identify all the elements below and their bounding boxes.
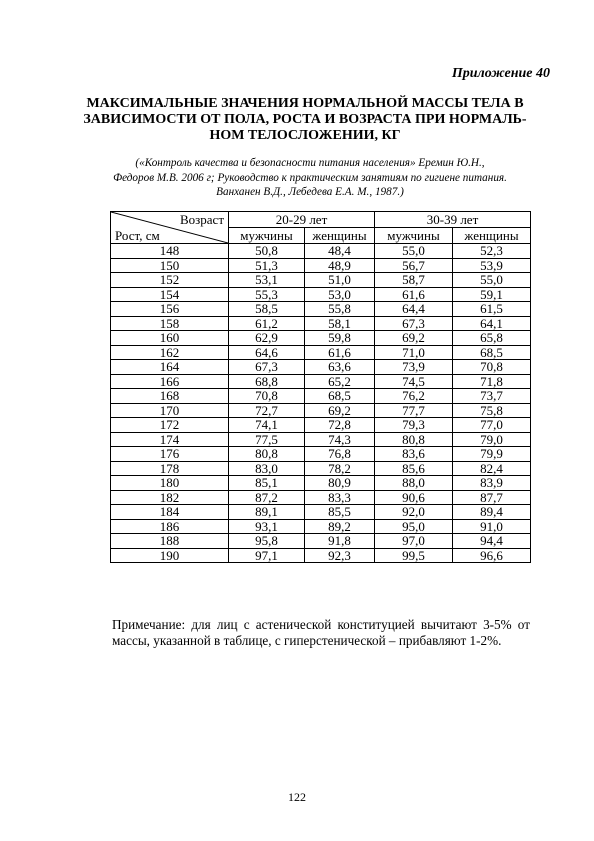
mass-cell: 85,6 (375, 461, 453, 476)
mass-cell: 51,0 (305, 273, 375, 288)
table-row (111, 331, 531, 346)
mass-cell: 83,6 (375, 447, 453, 462)
height-cell: 184 (111, 505, 229, 520)
mass-cell: 61,6 (305, 345, 375, 360)
mass-cell: 63,6 (305, 360, 375, 375)
mass-cell: 97,0 (375, 534, 453, 549)
height-cell: 174 (111, 432, 229, 447)
mass-cell: 91,0 (453, 519, 531, 534)
mass-cell: 92,0 (375, 505, 453, 520)
mass-cell: 64,4 (375, 302, 453, 317)
table-row (111, 519, 531, 534)
mass-cell: 67,3 (229, 360, 305, 375)
mass-cell: 80,9 (305, 476, 375, 491)
subheader-men: мужчины (375, 228, 453, 244)
group-header-20-29: 20-29 лет (229, 212, 375, 228)
mass-cell: 53,0 (305, 287, 375, 302)
mass-cell: 83,9 (453, 476, 531, 491)
header-row-groups (111, 212, 531, 228)
mass-cell: 83,0 (229, 461, 305, 476)
mass-cell: 65,2 (305, 374, 375, 389)
height-cell: 176 (111, 447, 229, 462)
mass-cell: 58,5 (229, 302, 305, 317)
mass-cell: 79,0 (453, 432, 531, 447)
mass-cell: 53,9 (453, 258, 531, 273)
mass-cell: 92,3 (305, 548, 375, 563)
mass-cell: 75,8 (453, 403, 531, 418)
table-row (111, 360, 531, 375)
height-cell: 190 (111, 548, 229, 563)
height-cell: 180 (111, 476, 229, 491)
mass-cell: 85,1 (229, 476, 305, 491)
height-cell: 148 (111, 244, 229, 259)
mass-cell: 94,4 (453, 534, 531, 549)
mass-cell: 55,0 (453, 273, 531, 288)
mass-cell: 87,2 (229, 490, 305, 505)
source-line: Федоров М.В. 2006 г; Руководство к практическим занятиям по гигиене питания. (113, 171, 507, 184)
mass-cell: 72,8 (305, 418, 375, 433)
mass-cell: 79,3 (375, 418, 453, 433)
table-row (111, 548, 531, 563)
mass-cell: 59,8 (305, 331, 375, 346)
mass-cell: 77,0 (453, 418, 531, 433)
height-cell: 154 (111, 287, 229, 302)
mass-cell: 95,0 (375, 519, 453, 534)
table-row (111, 534, 531, 549)
mass-cell: 95,8 (229, 534, 305, 549)
mass-cell: 69,2 (375, 331, 453, 346)
table-row (111, 302, 531, 317)
mass-cell: 67,3 (375, 316, 453, 331)
height-cell: 160 (111, 331, 229, 346)
mass-cell: 65,8 (453, 331, 531, 346)
height-cell: 164 (111, 360, 229, 375)
mass-cell: 96,6 (453, 548, 531, 563)
height-cell: 156 (111, 302, 229, 317)
mass-cell: 89,4 (453, 505, 531, 520)
mass-cell: 62,9 (229, 331, 305, 346)
mass-cell: 85,5 (305, 505, 375, 520)
document-title (60, 96, 550, 144)
mass-cell: 79,9 (453, 447, 531, 462)
source-line: Ванханен В.Д., Лебедева Е.А. М., 1987.) (216, 186, 404, 198)
mass-cell: 91,8 (305, 534, 375, 549)
mass-cell: 89,2 (305, 519, 375, 534)
height-cell: 170 (111, 403, 229, 418)
mass-cell: 80,8 (229, 447, 305, 462)
mass-cell: 53,1 (229, 273, 305, 288)
mass-cell: 51,3 (229, 258, 305, 273)
corner-age-label: Возраст (179, 212, 224, 227)
source-citation (90, 156, 530, 200)
mass-cell: 55,0 (375, 244, 453, 259)
mass-cell: 58,7 (375, 273, 453, 288)
table-row (111, 273, 531, 288)
table-row (111, 258, 531, 273)
table-row (111, 244, 531, 259)
mass-cell: 61,6 (375, 287, 453, 302)
title-line: МАКСИМАЛЬНЫЕ ЗНАЧЕНИЯ НОРМАЛЬНОЙ МАССЫ ТЕЛА В (86, 96, 524, 111)
source-line: («Контроль качества и безопасности питания населения» Еремин Ю.Н., (135, 157, 485, 169)
height-cell: 152 (111, 273, 229, 288)
mass-cell: 48,9 (305, 258, 375, 273)
mass-cell: 52,3 (453, 244, 531, 259)
mass-cell: 64,1 (453, 316, 531, 331)
corner-height-label: Рост, см (115, 227, 160, 243)
mass-cell: 88,0 (375, 476, 453, 491)
height-cell: 162 (111, 345, 229, 360)
table-row (111, 403, 531, 418)
mass-cell: 68,5 (453, 345, 531, 360)
table-row (111, 432, 531, 447)
mass-cell: 78,2 (305, 461, 375, 476)
table-row (111, 345, 531, 360)
mass-cell: 68,8 (229, 374, 305, 389)
mass-cell: 71,8 (453, 374, 531, 389)
subheader-women: женщины (453, 228, 531, 244)
mass-cell: 61,2 (229, 316, 305, 331)
mass-cell: 89,1 (229, 505, 305, 520)
mass-cell: 64,6 (229, 345, 305, 360)
title-line: НОМ ТЕЛОСЛОЖЕНИИ, КГ (209, 128, 401, 143)
mass-cell: 70,8 (453, 360, 531, 375)
mass-cell: 68,5 (305, 389, 375, 404)
table-row (111, 418, 531, 433)
mass-cell: 90,6 (375, 490, 453, 505)
height-cell: 172 (111, 418, 229, 433)
mass-cell: 87,7 (453, 490, 531, 505)
table-row (111, 505, 531, 520)
height-cell: 168 (111, 389, 229, 404)
table-row (111, 447, 531, 462)
mass-cell: 76,8 (305, 447, 375, 462)
height-cell: 158 (111, 316, 229, 331)
mass-cell: 97,1 (229, 548, 305, 563)
mass-cell: 55,8 (305, 302, 375, 317)
mass-cell: 99,5 (375, 548, 453, 563)
table-row (111, 287, 531, 302)
mass-cell: 69,2 (305, 403, 375, 418)
mass-cell: 77,5 (229, 432, 305, 447)
mass-cell: 70,8 (229, 389, 305, 404)
height-cell: 182 (111, 490, 229, 505)
mass-cell: 61,5 (453, 302, 531, 317)
mass-cell: 58,1 (305, 316, 375, 331)
title-line: ЗАВИСИМОСТИ ОТ ПОЛА, РОСТА И ВОЗРАСТА ПРИ НОРМАЛЬ- (83, 112, 527, 127)
table-row (111, 316, 531, 331)
mass-cell: 77,7 (375, 403, 453, 418)
mass-cell: 56,7 (375, 258, 453, 273)
subheader-men: мужчины (229, 228, 305, 244)
height-cell: 188 (111, 534, 229, 549)
mass-cell: 59,1 (453, 287, 531, 302)
mass-cell: 74,5 (375, 374, 453, 389)
mass-cell: 80,8 (375, 432, 453, 447)
mass-cell: 50,8 (229, 244, 305, 259)
mass-cell: 55,3 (229, 287, 305, 302)
height-cell: 150 (111, 258, 229, 273)
table-row (111, 490, 531, 505)
mass-cell: 93,1 (229, 519, 305, 534)
mass-cell: 73,7 (453, 389, 531, 404)
mass-cell: 76,2 (375, 389, 453, 404)
body-mass-table (110, 211, 531, 563)
group-header-30-39: 30-39 лет (375, 212, 531, 228)
mass-cell: 48,4 (305, 244, 375, 259)
table-row (111, 389, 531, 404)
mass-cell: 82,4 (453, 461, 531, 476)
mass-cell: 83,3 (305, 490, 375, 505)
page-number: 122 (288, 790, 306, 804)
footnote: Примечание: для лиц с астенической конституцией вычитают 3-5% от массы, указанной в таблице, с гиперстенической – прибавляют 1-2%. (112, 617, 530, 648)
appendix-label: Приложение 40 (451, 66, 550, 81)
height-cell: 178 (111, 461, 229, 476)
table-row (111, 476, 531, 491)
mass-cell: 74,1 (229, 418, 305, 433)
mass-cell: 74,3 (305, 432, 375, 447)
mass-cell: 73,9 (375, 360, 453, 375)
table-row (111, 461, 531, 476)
mass-cell: 71,0 (375, 345, 453, 360)
corner-header-cell (111, 212, 229, 244)
subheader-women: женщины (305, 228, 375, 244)
height-cell: 186 (111, 519, 229, 534)
mass-cell: 72,7 (229, 403, 305, 418)
table-row (111, 374, 531, 389)
height-cell: 166 (111, 374, 229, 389)
